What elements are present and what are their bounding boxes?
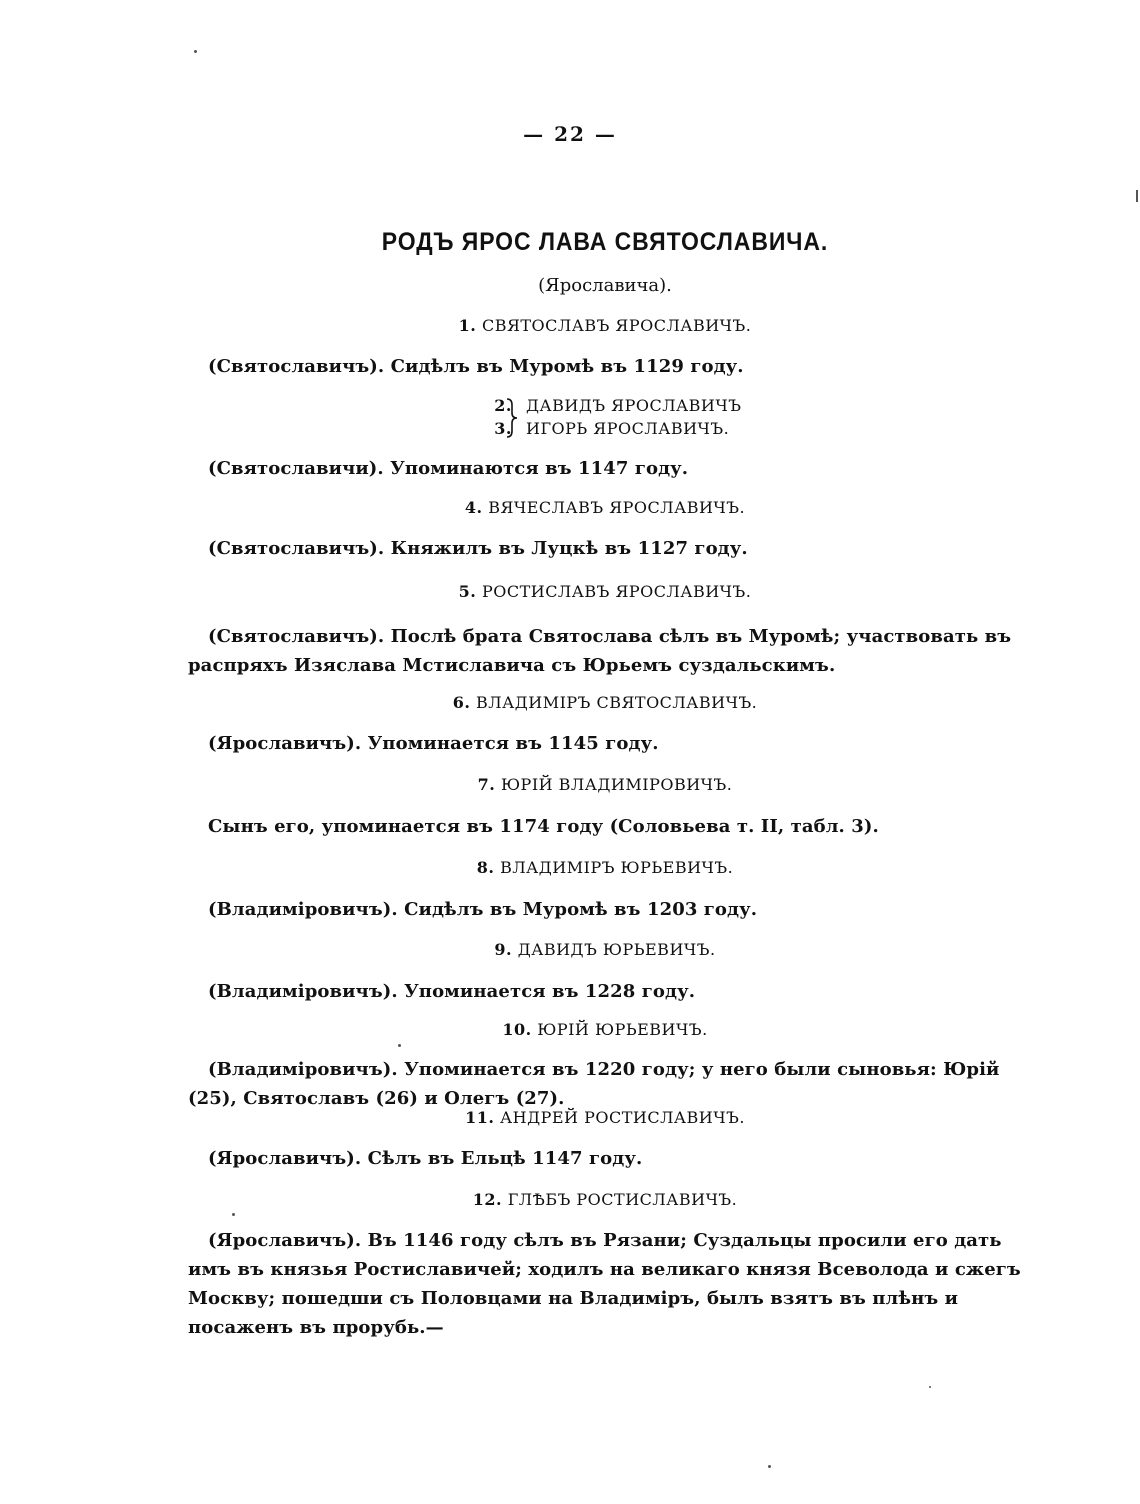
entry-number: 4. [464, 498, 483, 517]
entry-text-11: (Ярославичъ). Сѣлъ въ Ельцѣ 1147 году. [208, 1148, 643, 1169]
entry-heading-12 [0, 1190, 1140, 1209]
entry-name: ВЛАДИМІРЪ ЮРЬЕВИЧЪ. [500, 858, 734, 877]
entry-text-2-3: (Святославичи). Упоминаются въ 1147 году. [208, 458, 689, 479]
scan-speck [194, 50, 197, 53]
entry-name: СВЯТОСЛАВЪ ЯРОСЛАВИЧЪ. [481, 316, 752, 335]
entry-text-1: (Святославичъ). Сидѣлъ въ Муромѣ въ 1129 году. [208, 356, 744, 377]
scan-speck [398, 1044, 401, 1047]
entry-number: 10. [502, 1020, 532, 1039]
entry-text-7: Сынъ его, упоминается въ 1174 году (Соловьева т. II, табл. 3). [208, 816, 879, 837]
page-title: РОДЪ ЯРОС ЛАВА СВЯТОСЛАВИЧА. [381, 228, 829, 256]
entry-heading-11 [0, 1108, 1140, 1127]
entry-name: АНДРЕЙ РОСТИСЛАВИЧЪ. [500, 1108, 745, 1127]
entry-name: ВЛАДИМІРЪ СВЯТОСЛАВИЧЪ. [476, 693, 758, 712]
entry-number: 7. [477, 775, 496, 794]
entry-heading-10 [0, 1020, 1140, 1039]
entry-number: 6. [452, 693, 471, 712]
entry-name: ВЯЧЕСЛАВЪ ЯРОСЛАВИЧЪ. [488, 498, 746, 517]
entry-name: РОСТИСЛАВЪ ЯРОСЛАВИЧЪ. [481, 582, 752, 601]
entry-name: ГЛѢБЪ РОСТИСЛАВИЧЪ. [507, 1190, 738, 1209]
pair-row-2 [490, 394, 741, 417]
pair-row-3 [490, 417, 741, 440]
entry-text-5: (Святославичъ). Послѣ брата Святослава сѣлъ въ Муромѣ; участвовать въ распряхъ Изяслава Мстиславича съ Юрьемъ суздальскимъ. [188, 626, 1012, 676]
entry-number: 2. [494, 396, 512, 415]
entry-heading-5 [0, 582, 1140, 601]
right-brace-icon [505, 397, 519, 439]
entry-number: 8. [476, 858, 495, 877]
entry-number: 1. [458, 316, 477, 335]
entry-heading-6 [0, 693, 1140, 712]
scan-speck [232, 1213, 235, 1216]
entry-text-9: (Владиміровичъ). Упоминается въ 1228 году. [208, 981, 696, 1002]
entry-heading-9 [0, 940, 1140, 959]
page-number: — 22 — [523, 122, 617, 146]
entry-number: 12. [472, 1190, 503, 1209]
entry-number: 11. [465, 1108, 495, 1127]
entry-text-10: (Владиміровичъ). Упоминается въ 1220 году; у него были сыновья: Юрій (25), Святославъ (26) и Олегъ (27). [188, 1059, 1000, 1109]
entry-name: ЮРІЙ ЮРЬЕВИЧЪ. [537, 1020, 708, 1039]
entry-heading-1 [0, 316, 1140, 335]
entry-name: ЮРІЙ ВЛАДИМІРОВИЧЪ. [500, 775, 733, 794]
entry-text-12: (Ярославичъ). Въ 1146 году сѣлъ въ Рязани; Суздальцы просили его дать имъ въ князья Ростиславичей; ходилъ на великаго князя Всеволода и сжегъ Москву; пошедши съ Половцами на Владиміръ, былъ взятъ въ плѣнъ и посаженъ въ прорубь.— [188, 1230, 1021, 1338]
entry-name: ДАВИДЪ ЮРЬЕВИЧЪ. [517, 940, 716, 959]
page-subtitle: (Ярославича). [538, 275, 672, 296]
entry-heading-4 [0, 498, 1140, 517]
entry-name: ДАВИДЪ ЯРОСЛАВИЧЪ [526, 396, 742, 415]
scan-speck [929, 1386, 931, 1388]
scan-speck [1136, 190, 1138, 202]
entry-number: 9. [494, 940, 513, 959]
entry-text-6: (Ярославичъ). Упоминается въ 1145 году. [208, 733, 659, 754]
entry-number: 3. [494, 419, 512, 438]
entry-heading-8 [0, 858, 1140, 877]
entry-name: ИГОРЬ ЯРОСЛАВИЧЪ. [526, 419, 730, 438]
entry-pair-2-3 [490, 394, 741, 440]
entry-number: 5. [458, 582, 477, 601]
entry-text-4: (Святославичъ). Княжилъ въ Луцкѣ въ 1127 году. [208, 538, 748, 559]
entry-heading-7 [0, 775, 1140, 794]
scan-speck [768, 1465, 771, 1468]
entry-text-8: (Владиміровичъ). Сидѣлъ въ Муромѣ въ 1203 году. [208, 899, 758, 920]
